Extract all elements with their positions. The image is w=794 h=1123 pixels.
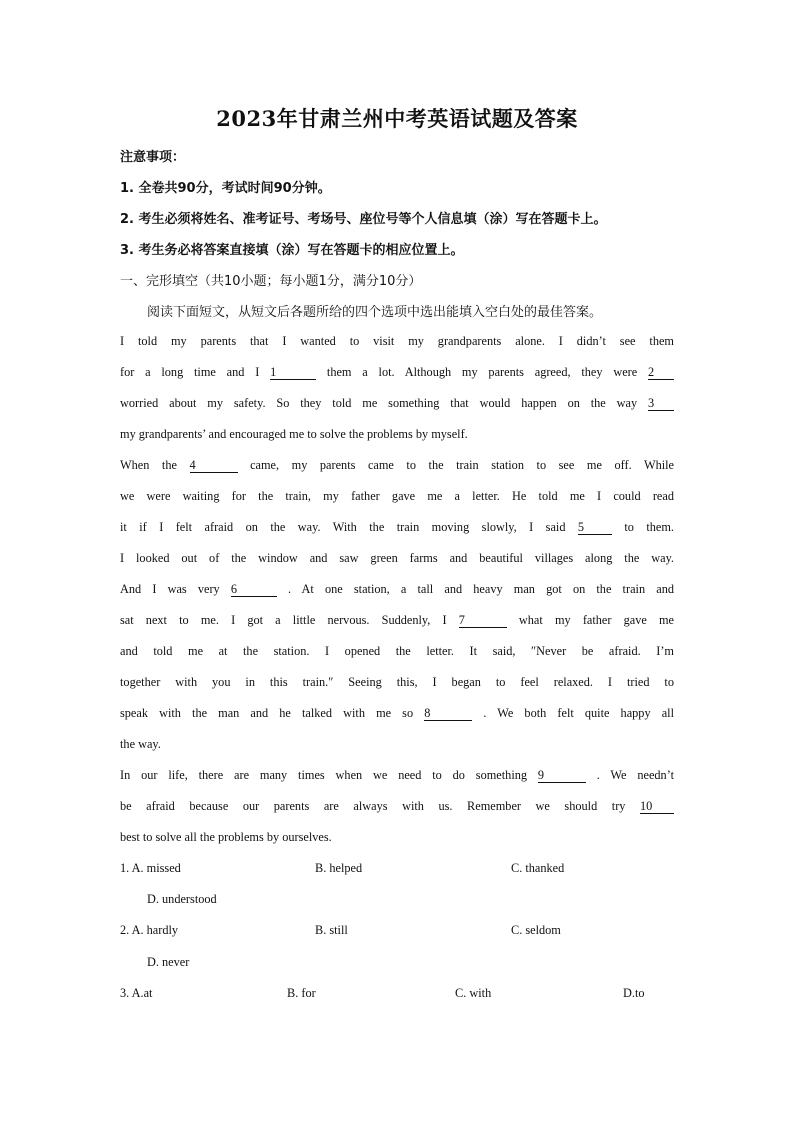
section-heading: 一、完形填空（共10小题；每小题1分，满分10分） <box>120 274 422 289</box>
option-a[interactable]: 2. A. hardly <box>120 923 179 937</box>
blank-9[interactable]: 9 <box>538 769 586 783</box>
notice-heading: 注意事项： <box>120 150 186 165</box>
passage-line: together with you in this train.″ Seeing this, I began to feel relaxed. I tried to <box>120 675 674 689</box>
option-a[interactable]: 3. A.at <box>120 986 153 1000</box>
option-b[interactable]: B. still <box>315 923 348 937</box>
blank-1[interactable]: 1 <box>270 366 316 380</box>
notice-item: 3. 考生务必将答案直接填（涂）写在答题卡的相应位置上。 <box>120 243 464 258</box>
option-b[interactable]: B. helped <box>315 861 363 875</box>
option-d[interactable]: D. never <box>147 955 190 969</box>
passage-line: best to solve all the problems by ourselves. <box>120 830 332 844</box>
passage-line: my grandparents’ and encouraged me to solve the problems by myself. <box>120 427 468 441</box>
passage-line: it if I felt afraid on the way. With the train moving slowly, I said 5 to them. <box>120 520 675 534</box>
blank-7[interactable]: 7 <box>459 614 507 628</box>
option-c[interactable]: C. with <box>455 986 492 1000</box>
passage-line: sat next to me. I got a little nervous. Suddenly, I 7 what my father gave me <box>120 613 675 627</box>
blank-5[interactable]: 5 <box>578 521 612 535</box>
passage-line: In our life, there are many times when we need to do something 9 . We needn’t <box>120 768 674 782</box>
passage-line: be afraid because our parents are always with us. Remember we should try 10 <box>120 799 674 814</box>
option-b[interactable]: B. for <box>287 986 316 1000</box>
option-a[interactable]: 1. A. missed <box>120 861 181 875</box>
passage-line: I told my parents that I wanted to visit my grandparents alone. I didn’t see them <box>120 334 674 348</box>
passage-line: and told me at the station. I opened the letter. It said, ″Never be afraid. I’m <box>120 644 674 658</box>
passage-line: the way. <box>120 737 161 751</box>
notice-item: 2. 考生必须将姓名、准考证号、考场号、座位号等个人信息填（涂）写在答题卡上。 <box>120 212 607 227</box>
section-instruction: 阅读下面短文，从短文后各题所给的四个选项中选出能填入空白处的最佳答案。 <box>147 305 603 320</box>
passage-line: I looked out of the window and saw green farms and beautiful villages along the way. <box>120 551 674 565</box>
blank-10[interactable]: 10 <box>640 800 674 814</box>
passage-line: speak with the man and he talked with me so 8 . We both felt quite happy all <box>120 706 674 720</box>
blank-2[interactable]: 2 <box>648 366 674 380</box>
passage-line: When the 4 came, my parents came to the train station to see me off. While <box>120 458 675 472</box>
blank-6[interactable]: 6 <box>231 583 277 597</box>
option-d[interactable]: D. understood <box>147 892 217 906</box>
option-c[interactable]: C. seldom <box>511 923 561 937</box>
option-d[interactable]: D.to <box>623 986 645 1000</box>
page-title: 2023年甘肃兰州中考英语试题及答案 <box>216 106 578 131</box>
blank-4[interactable]: 4 <box>190 459 238 473</box>
passage-line: for a long time and I 1 them a lot. Although my parents agreed, they were 2 <box>120 365 674 380</box>
passage-line: we were waiting for the train, my father gave me a letter. He told me I could read <box>120 489 674 503</box>
blank-8[interactable]: 8 <box>424 707 472 721</box>
passage-line: worried about my safety. So they told me something that would happen on the way 3 <box>120 396 674 411</box>
passage-line: And I was very 6 . At one station, a tall and heavy man got on the train and <box>120 582 674 596</box>
blank-3[interactable]: 3 <box>648 397 674 411</box>
notice-item: 1. 全卷共90分，考试时间90分钟。 <box>120 181 331 196</box>
option-c[interactable]: C. thanked <box>511 861 565 875</box>
